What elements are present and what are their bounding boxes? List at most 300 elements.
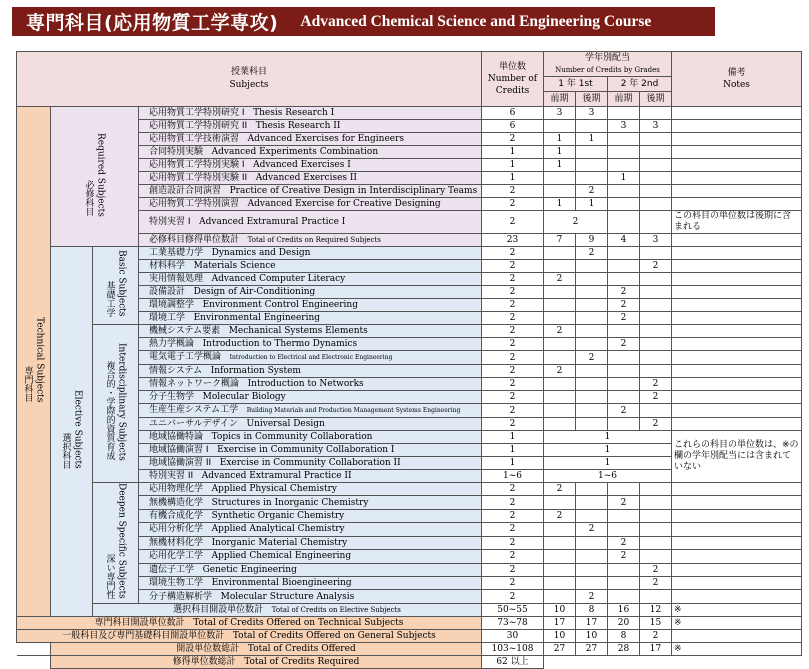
credits-en2: Credits bbox=[495, 86, 530, 96]
subject-name bbox=[139, 185, 482, 198]
total-jp: 修得単位数総計 bbox=[172, 656, 236, 667]
notes-cell bbox=[672, 404, 802, 418]
grade-cell-c4 bbox=[640, 247, 672, 260]
subject-en: Dynamics and Design bbox=[211, 248, 311, 258]
title-english: Advanced Chemical Science and Engineering Course bbox=[300, 12, 652, 30]
grade-cell-c1 bbox=[544, 496, 576, 509]
grade-cell-c2 bbox=[576, 509, 608, 522]
grade-cell-c3: 2 bbox=[608, 404, 640, 418]
grade-cell-c4 bbox=[640, 146, 672, 159]
grade-cell-c4 bbox=[640, 365, 672, 378]
subject-name bbox=[139, 590, 482, 603]
grade-cell-c3 bbox=[608, 159, 640, 172]
grade-cell-c2 bbox=[576, 120, 608, 133]
grade-cell-c4: 2 bbox=[640, 418, 672, 431]
notes-cell bbox=[672, 133, 802, 146]
grade-cell-c2: 10 bbox=[576, 629, 608, 642]
grade-cell-c4 bbox=[640, 133, 672, 146]
grade-cell-c2 bbox=[576, 325, 608, 338]
deep-label-en: Deepen Specific Subjects bbox=[116, 483, 127, 599]
credits-cell: 2 bbox=[482, 185, 544, 198]
credits-cell: 2 bbox=[482, 536, 544, 549]
grade-cell-c3: 2 bbox=[608, 536, 640, 549]
technical-group-label bbox=[17, 107, 51, 617]
notes-cell bbox=[672, 338, 802, 351]
grade-cell-c4 bbox=[640, 107, 672, 120]
grade-cell-c1 bbox=[544, 378, 576, 391]
grade-cell-c2 bbox=[576, 536, 608, 549]
credits-cell: 62 以上 bbox=[482, 655, 544, 668]
subject-en: Mechanical Systems Elements bbox=[228, 326, 368, 336]
total-en: Total of Credits Offered on General Subjects bbox=[232, 630, 436, 641]
grade-cell-c2 bbox=[576, 576, 608, 589]
subject-jp: 情報ネットワーク概論 bbox=[149, 379, 240, 389]
notes-cell bbox=[672, 247, 802, 260]
grade-cell-c3: 3 bbox=[608, 120, 640, 133]
total-en: Total of Credits Required bbox=[244, 656, 360, 667]
notes-cell bbox=[672, 509, 802, 522]
credits-cell: 1 bbox=[482, 444, 544, 457]
grade-cell-c4: 15 bbox=[640, 616, 672, 629]
subject-name bbox=[139, 509, 482, 522]
grade-cell-c3 bbox=[608, 509, 640, 522]
notes-en: Notes bbox=[723, 80, 750, 90]
grade-cell-c1 bbox=[544, 260, 576, 273]
blank-cell bbox=[17, 655, 51, 668]
subject-jp: 地域協働演習 I bbox=[149, 445, 209, 455]
grade-cell-c1 bbox=[544, 590, 576, 603]
grade-cell-c4: 3 bbox=[640, 234, 672, 247]
subject-en: Inorganic Material Chemistry bbox=[211, 537, 348, 548]
grade-cell-c1 bbox=[544, 536, 576, 549]
grade-cell-c2 bbox=[576, 273, 608, 286]
subject-name bbox=[139, 523, 482, 536]
grade-cell-c1 bbox=[544, 576, 576, 589]
grade-cell-c3: 1 bbox=[608, 172, 640, 185]
grade-cell-c2 bbox=[576, 159, 608, 172]
notes-cell bbox=[672, 260, 802, 273]
grade-cell-c2: 17 bbox=[576, 616, 608, 629]
notes-cell bbox=[672, 563, 802, 576]
grade-cell-c2 bbox=[576, 338, 608, 351]
subject-jp: 分子生物学 bbox=[149, 392, 195, 402]
subject-en: Thesis Research II bbox=[255, 121, 341, 131]
term-header: 前期 bbox=[544, 92, 576, 107]
notes-cell bbox=[672, 576, 802, 589]
grade-cell-c3: 2 bbox=[608, 286, 640, 299]
grade-cell-c4 bbox=[640, 286, 672, 299]
grade-cell-c4: 2 bbox=[640, 391, 672, 404]
subject-jp: 生産生産システム工学 bbox=[149, 405, 239, 415]
subject-en: Applied Analytical Chemistry bbox=[211, 524, 345, 535]
subject-name bbox=[139, 159, 482, 172]
subject-name bbox=[139, 172, 482, 185]
credits-cell: 2 bbox=[482, 590, 544, 603]
credits-cell: 2 bbox=[482, 247, 544, 260]
grade-cell-c3: 2 bbox=[608, 299, 640, 312]
grade-cell-c1: 7 bbox=[544, 234, 576, 247]
subject-jp: 有機合成化学 bbox=[149, 511, 204, 522]
grade-cell-c2 bbox=[576, 483, 608, 496]
credits-cell: 1~6 bbox=[482, 470, 544, 483]
subject-jp: 合同特別実験 bbox=[149, 147, 204, 157]
credits-cell: 2 bbox=[482, 483, 544, 496]
grade-cell-c1 bbox=[544, 286, 576, 299]
subject-en: Environmental Engineering bbox=[193, 313, 321, 323]
grade-cell-c1: 10 bbox=[544, 629, 576, 642]
subject-en: Materials Science bbox=[193, 261, 276, 271]
total-jp: 選択科目開設単位数計 bbox=[173, 604, 264, 615]
grade-cell-c3 bbox=[608, 325, 640, 338]
subject-jp: 応用分析化学 bbox=[149, 524, 204, 535]
subject-jp: 応用物質工学特別演習 bbox=[149, 199, 240, 209]
grade-cell-c1 bbox=[544, 563, 576, 576]
notes-cell bbox=[672, 391, 802, 404]
subject-en: Synthetic Organic Chemistry bbox=[211, 511, 345, 522]
subject-jp: 実用情報処理 bbox=[149, 274, 204, 284]
subject-jp: 応用物質工学特別実験 I bbox=[149, 160, 245, 170]
subject-name bbox=[139, 483, 482, 496]
grade-cell-c4 bbox=[640, 536, 672, 549]
total-en: Total of Credits on Elective Subjects bbox=[271, 605, 401, 614]
subject-jp: 応用物質工学特別研究 II bbox=[149, 121, 248, 131]
title-japanese: 専門科目(応用物質工学専攻) bbox=[26, 12, 279, 34]
grade-cell-c4: 17 bbox=[640, 642, 672, 655]
notes-header bbox=[672, 52, 802, 107]
subject-en: Advanced Extramural Practice I bbox=[199, 217, 346, 227]
notes-cell bbox=[672, 550, 802, 563]
subject-jp: 応用物質工学特別実験 II bbox=[149, 173, 248, 183]
grade-cell-c1 bbox=[544, 120, 576, 133]
credits-cell: 2 bbox=[482, 404, 544, 418]
basic-group-label bbox=[93, 247, 139, 325]
credits-cell: 2 bbox=[482, 260, 544, 273]
subject-en: Advanced Extramural Practice II bbox=[201, 471, 352, 481]
required-label-jp: 必修科目 bbox=[83, 180, 94, 217]
grade-cell-c1: 1 bbox=[544, 198, 576, 211]
credits-cell: 2 bbox=[482, 133, 544, 146]
grade-cell-c3 bbox=[608, 133, 640, 146]
grade-cell-c3: 2 bbox=[608, 338, 640, 351]
notes-cell bbox=[672, 496, 802, 509]
subject-en: Applied Physical Chemistry bbox=[211, 484, 337, 495]
blank-cell bbox=[544, 655, 802, 668]
grade-cell-c4 bbox=[640, 325, 672, 338]
grade-cell-c4 bbox=[640, 338, 672, 351]
grade-cell-c4 bbox=[640, 590, 672, 603]
grade-cell-c4: 2 bbox=[640, 563, 672, 576]
subject-name bbox=[139, 418, 482, 431]
grade-cell-c1: 1 bbox=[544, 146, 576, 159]
subject-en: Advanced Exercises I bbox=[253, 160, 351, 170]
credits-cell: 6 bbox=[482, 120, 544, 133]
credits-cell: 2 bbox=[482, 273, 544, 286]
grade-cell-c4 bbox=[640, 159, 672, 172]
subject-en: Environment Control Engineering bbox=[202, 300, 358, 310]
grade-cell-c4 bbox=[640, 312, 672, 325]
subject-jp: 応用物理化学 bbox=[149, 484, 204, 495]
credits-cell: 2 bbox=[482, 509, 544, 522]
subject-name bbox=[139, 378, 482, 391]
grade-cell-c3: 8 bbox=[608, 629, 640, 642]
term-header: 後期 bbox=[576, 92, 608, 107]
subject-jp: 環境工学 bbox=[149, 313, 186, 323]
credits-cell: 6 bbox=[482, 107, 544, 120]
merged-grade-cell: 1 bbox=[544, 457, 672, 470]
subject-en: Advanced Exercises II bbox=[255, 173, 357, 183]
credits-cell: 1 bbox=[482, 146, 544, 159]
grade-cell-c2: 27 bbox=[576, 642, 608, 655]
credits-cell: 30 bbox=[482, 629, 544, 642]
grade-cell-c1: 2 bbox=[544, 273, 576, 286]
grade-cell-c2: 3 bbox=[576, 107, 608, 120]
grade-cell-c1: 2 bbox=[544, 483, 576, 496]
grade-cell-c2: 9 bbox=[576, 234, 608, 247]
blank-cell bbox=[17, 642, 51, 655]
grade-cell-c1 bbox=[544, 172, 576, 185]
subject-name bbox=[139, 576, 482, 589]
subject-name bbox=[139, 351, 482, 365]
subject-en: Thesis Research I bbox=[253, 108, 335, 118]
subject-name bbox=[139, 211, 482, 234]
credits-cell: 2 bbox=[482, 378, 544, 391]
grade-cell-c1 bbox=[544, 338, 576, 351]
subject-name bbox=[139, 325, 482, 338]
merged-grade-cell: 1~6 bbox=[544, 470, 672, 483]
subject-name bbox=[139, 120, 482, 133]
subject-name bbox=[139, 107, 482, 120]
grade-cell-c4 bbox=[640, 273, 672, 286]
total-label bbox=[51, 642, 482, 655]
credits-cell: 2 bbox=[482, 312, 544, 325]
subject-jp: 遺伝子工学 bbox=[149, 564, 195, 575]
credits-cell: 2 bbox=[482, 576, 544, 589]
grade-cell-c2 bbox=[576, 391, 608, 404]
credits-cell: 2 bbox=[482, 418, 544, 431]
subject-jp: 特別実習 I bbox=[149, 217, 191, 227]
credits-cell: 2 bbox=[482, 365, 544, 378]
total-en: Total of Credits Offered bbox=[247, 643, 356, 654]
subject-en: Applied Chemical Engineering bbox=[211, 551, 352, 562]
credits-cell: 2 bbox=[482, 198, 544, 211]
credits-cell: 2 bbox=[482, 563, 544, 576]
grade-cell-c4 bbox=[640, 483, 672, 496]
credits-cell: 2 bbox=[482, 550, 544, 563]
subject-name bbox=[139, 496, 482, 509]
subject-name bbox=[139, 470, 482, 483]
notes-cell bbox=[672, 365, 802, 378]
required-group-label bbox=[51, 107, 139, 247]
notes-jp: 備考 bbox=[727, 68, 746, 78]
grade-cell-c3 bbox=[608, 590, 640, 603]
total-jp: 開設単位数総計 bbox=[176, 643, 240, 654]
total-jp: 必修科目修得単位数計 bbox=[149, 235, 240, 245]
basic-label-en: Basic Subjects bbox=[116, 250, 127, 317]
credits-cell: 1 bbox=[482, 457, 544, 470]
grade-cell-c1: 3 bbox=[544, 107, 576, 120]
grade-cell-c4 bbox=[640, 198, 672, 211]
grade-cell-c3 bbox=[608, 576, 640, 589]
grade-cell-c3: 4 bbox=[608, 234, 640, 247]
subject-name bbox=[139, 365, 482, 378]
total-label bbox=[51, 655, 482, 668]
subject-name bbox=[139, 273, 482, 286]
credits-cell: 2 bbox=[482, 496, 544, 509]
grade-cell-c2: 2 bbox=[576, 247, 608, 260]
deep-label-jp: 深い専門性 bbox=[104, 553, 115, 599]
subject-name bbox=[139, 536, 482, 549]
grade-cell-c4 bbox=[640, 172, 672, 185]
subject-name bbox=[139, 299, 482, 312]
subject-en: Practice of Creative Design in Interdisciplinary Teams bbox=[229, 186, 478, 196]
grade-cell-c2: 8 bbox=[576, 603, 608, 616]
grade-cell-c3: 20 bbox=[608, 616, 640, 629]
grade-cell-c3 bbox=[608, 483, 640, 496]
credits-cell: 103~108 bbox=[482, 642, 544, 655]
grade-cell-c2 bbox=[576, 404, 608, 418]
grade-cell-c3 bbox=[608, 365, 640, 378]
year2-header: 2 年 2nd bbox=[608, 77, 672, 92]
notes-cell bbox=[672, 286, 802, 299]
subject-jp: 機械システム要素 bbox=[149, 326, 221, 336]
subject-name bbox=[139, 391, 482, 404]
subject-name bbox=[139, 286, 482, 299]
credits-header bbox=[482, 52, 544, 107]
credits-cell: 2 bbox=[482, 351, 544, 365]
grade-cell-c3 bbox=[608, 273, 640, 286]
grade-cell-c3 bbox=[608, 378, 640, 391]
subject-jp: 無機材料化学 bbox=[149, 537, 204, 548]
credits-cell: 23 bbox=[482, 234, 544, 247]
subject-name bbox=[139, 431, 482, 444]
credits-en1: Number of bbox=[487, 74, 538, 84]
grade-cell-c4: 2 bbox=[640, 629, 672, 642]
credits-cell: 2 bbox=[482, 325, 544, 338]
subject-name bbox=[139, 550, 482, 563]
elective-total-label bbox=[93, 603, 482, 616]
table-row bbox=[17, 107, 802, 120]
credits-cell: 2 bbox=[482, 286, 544, 299]
subject-en: Design of Air-Conditioning bbox=[193, 287, 316, 297]
grade-cell-c2: 2 bbox=[576, 590, 608, 603]
grade-cell-c2 bbox=[576, 260, 608, 273]
grade-cell-c3: 16 bbox=[608, 603, 640, 616]
grade-cell-c2 bbox=[576, 418, 608, 431]
grade-cell-c3: 2 bbox=[608, 496, 640, 509]
grade-cell-c3 bbox=[608, 260, 640, 273]
notes-cell bbox=[672, 536, 802, 549]
grade-cell-c1 bbox=[544, 404, 576, 418]
merged-grade-cell: 1 bbox=[544, 431, 672, 444]
subject-en: Introduction to Thermo Dynamics bbox=[202, 339, 358, 349]
notes-cell bbox=[672, 273, 802, 286]
grade-cell bbox=[608, 211, 640, 234]
subject-en: Exercise in Community Collaboration I bbox=[217, 445, 395, 455]
credits-cell: 2 bbox=[482, 299, 544, 312]
elective-group-label bbox=[51, 247, 93, 617]
credits-cell: 2 bbox=[482, 338, 544, 351]
subject-en: Building Materials and Production Management Systems Engineering bbox=[246, 407, 461, 414]
notes-cell bbox=[672, 172, 802, 185]
subject-name bbox=[139, 563, 482, 576]
total-label bbox=[17, 616, 482, 629]
subject-en: Environmental Bioengineering bbox=[211, 578, 352, 589]
notes-cell bbox=[672, 198, 802, 211]
grade-cell-c3 bbox=[608, 198, 640, 211]
grade-cell-c1 bbox=[544, 523, 576, 536]
credits-cell: 1 bbox=[482, 172, 544, 185]
credits-cell: 2 bbox=[482, 391, 544, 404]
grade-cell-c3 bbox=[608, 146, 640, 159]
notes-cell: ※ bbox=[672, 603, 802, 616]
subject-en: Advanced Exercise for Creative Designing bbox=[247, 199, 441, 209]
grade-cell-c2 bbox=[576, 365, 608, 378]
grade-cell-c3 bbox=[608, 185, 640, 198]
grade-cell-c3 bbox=[608, 391, 640, 404]
notes-cell bbox=[672, 146, 802, 159]
grade-cell-c1: 2 bbox=[544, 509, 576, 522]
subject-name bbox=[139, 247, 482, 260]
grade-cell-c1: 27 bbox=[544, 642, 576, 655]
grade-cell-c3 bbox=[608, 247, 640, 260]
required-total-label bbox=[139, 234, 482, 247]
subjects-jp: 授業科目 bbox=[230, 67, 267, 77]
credits-cell: 2 bbox=[482, 523, 544, 536]
subject-name bbox=[139, 444, 482, 457]
grade-cell-c1 bbox=[544, 185, 576, 198]
grade-cell-c3 bbox=[608, 107, 640, 120]
subject-en: Introduction to Electrical and Electronic Engineering bbox=[229, 354, 393, 361]
page-header bbox=[12, 7, 715, 36]
subject-en: Advanced Experiments Combination bbox=[211, 147, 379, 157]
grade-cell-c1: 1 bbox=[544, 133, 576, 146]
notes-cell bbox=[672, 185, 802, 198]
grade-cell-c1: 1 bbox=[544, 159, 576, 172]
grade-cell-c1 bbox=[544, 312, 576, 325]
inter-group-label bbox=[93, 325, 139, 483]
grade-cell-c3 bbox=[608, 351, 640, 365]
grade-cell-c1: 2 bbox=[544, 365, 576, 378]
notes-cell bbox=[672, 378, 802, 391]
grade-cell-c2: 2 bbox=[576, 351, 608, 365]
subject-en: Introduction to Networks bbox=[247, 379, 364, 389]
notes-cell bbox=[672, 483, 802, 496]
grade-cell-c4 bbox=[640, 523, 672, 536]
subject-jp: 応用化学工学 bbox=[149, 551, 204, 562]
subject-jp: 材料科学 bbox=[149, 261, 186, 271]
grade-cell-c4 bbox=[640, 185, 672, 198]
subject-jp: 環境調整学 bbox=[149, 300, 195, 310]
grade-cell-c2: 1 bbox=[576, 133, 608, 146]
grade-cell-c1: 10 bbox=[544, 603, 576, 616]
subject-jp: ユニバーサルデザイン bbox=[149, 419, 238, 429]
technical-label-jp: 専門科目 bbox=[22, 366, 33, 403]
grade-cell-c4 bbox=[640, 496, 672, 509]
subject-jp: 無機構造化学 bbox=[149, 497, 204, 508]
term-header: 前期 bbox=[608, 92, 640, 107]
subject-jp: 情報システム bbox=[149, 366, 203, 376]
grade-cell-c4 bbox=[640, 351, 672, 365]
subject-jp: 創造設計合同演習 bbox=[149, 186, 222, 196]
notes-cell bbox=[672, 418, 802, 431]
subject-en: Information System bbox=[210, 366, 301, 376]
term-header: 後期 bbox=[640, 92, 672, 107]
subject-name bbox=[139, 146, 482, 159]
grade-cell-c2 bbox=[576, 563, 608, 576]
subject-jp: 工業基礎力学 bbox=[149, 248, 204, 258]
subject-name bbox=[139, 198, 482, 211]
notes-cell bbox=[672, 234, 802, 247]
